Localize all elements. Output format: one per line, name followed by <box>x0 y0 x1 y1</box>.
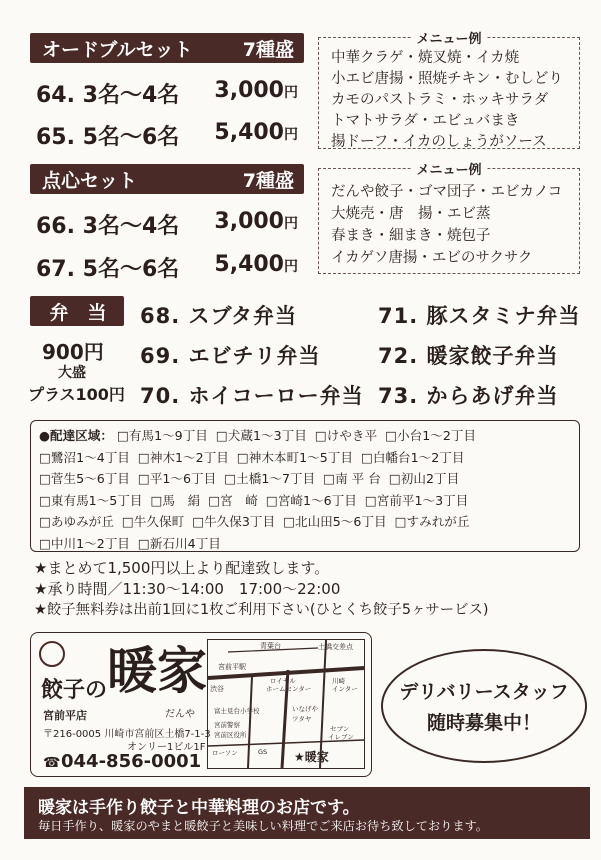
area-item: □中川1〜2丁目 <box>39 535 130 551</box>
item-price-wrap <box>214 78 298 109</box>
map-label: 宮前区役所 <box>214 731 247 739</box>
bento-item-69: 69. エビチリ弁当 <box>140 344 321 368</box>
item-price-wrap <box>214 120 298 151</box>
logo-emblem-icon <box>39 641 65 667</box>
item-price: 5,400 <box>214 252 284 277</box>
area-line <box>39 425 571 447</box>
area-item: □菅生5〜6丁目 <box>39 471 130 487</box>
star-icon: ★ <box>294 750 305 764</box>
menu-line: 大焼売・唐 揚・エビ蒸 <box>331 206 491 222</box>
recruit-line2: 随時募集中！ <box>426 712 541 734</box>
menu-line: カモのパストラミ・ホッキサラダ <box>331 92 549 108</box>
area-item: □新石川4丁目 <box>137 535 221 551</box>
menu-example-title: メニュー例 <box>410 159 487 178</box>
shop-phone: 044-856-0001 <box>61 751 202 772</box>
phone-icon: ☎ <box>43 755 61 771</box>
area-item: □小台1〜2丁目 <box>385 428 477 443</box>
set-title: オードブルセット <box>42 38 193 61</box>
yen-unit: 円 <box>284 216 298 232</box>
delivery-area-title: ●配達区域： <box>39 428 113 443</box>
map-label: インター <box>332 685 358 693</box>
menu-item-67 <box>36 252 298 283</box>
item-price-wrap <box>214 252 298 283</box>
area-item: □有馬1〜9丁目 <box>116 428 208 443</box>
yen-unit: 円 <box>284 127 298 143</box>
shop-map <box>207 639 365 769</box>
area-item: □すみれが丘 <box>394 514 470 530</box>
set-count: 7種盛 <box>242 169 294 192</box>
area-item: □初山2丁目 <box>388 471 460 487</box>
area-item: □牛久保3丁目 <box>192 514 276 530</box>
area-item: □神木本町1〜5丁目 <box>236 449 353 465</box>
note-coupon: ★餃子無料券は出前1回に1枚ご利用下さい(ひとくち餃子5ヶサービス) <box>34 602 489 618</box>
map-label: 川崎 <box>332 677 345 685</box>
bento-large-label: 大盛 <box>58 365 86 381</box>
menu-line: だんや餃子・ゴマ団子・エビカノコ <box>331 184 563 200</box>
menu-item-64 <box>36 78 298 109</box>
menu-example-lines <box>319 38 579 153</box>
footer-banner <box>24 787 590 839</box>
area-item: □南 平 台 <box>323 471 381 487</box>
menu-item-65 <box>36 120 298 151</box>
bento-item-70: 70. ホイコーロー弁当 <box>140 384 364 408</box>
map-label: 富士見台小学校 <box>214 707 260 715</box>
note-minimum-order: ★まとめて1,500円以上より配達致します。 <box>34 559 330 577</box>
shop-name-prefix: 餃子の <box>41 678 108 703</box>
item-number: 66. 3名〜4名 <box>36 214 180 239</box>
shop-building: オンリー1ビル1F <box>127 742 206 753</box>
area-item: □宮前平1〜3丁目 <box>364 492 469 508</box>
bento-item-71: 71. 豚スタミナ弁当 <box>378 304 581 328</box>
area-item: □土橋1〜7丁目 <box>224 471 316 487</box>
menu-line: 小エビ唐揚・照焼チキン・むしどり <box>331 71 563 87</box>
area-line <box>39 468 571 490</box>
item-price-wrap <box>214 209 298 240</box>
menu-line: イカゲソ唐揚・エビのサクサク <box>331 250 533 266</box>
area-item: □犬蔵1〜3丁目 <box>215 428 307 443</box>
yen-unit: 円 <box>284 85 298 101</box>
map-shop-marker <box>294 748 329 765</box>
shop-card <box>30 632 372 777</box>
bento-item-72: 72. 暖家餃子弁当 <box>378 344 559 368</box>
bento-large-plus: プラス100円 <box>28 385 125 404</box>
area-item: □鷺沼1〜4丁目 <box>39 449 130 465</box>
area-item: □馬 絹 <box>150 492 201 508</box>
menu-line: トマトサラダ・エビュバまき <box>331 113 520 129</box>
area-item: □あゆみが丘 <box>39 514 114 530</box>
map-label: ホームセンター <box>266 685 312 693</box>
area-item: □宮崎1〜6丁目 <box>265 492 357 508</box>
bento-label: 弁 当 <box>49 301 107 324</box>
menu-line: 春まき・細まき・焼包子 <box>331 228 491 244</box>
area-line <box>39 511 571 533</box>
shop-name: 暖家 <box>107 641 207 700</box>
set-title: 点心セット <box>42 169 138 192</box>
delivery-area-box <box>30 420 580 552</box>
area-item: □宮 崎 <box>208 492 258 508</box>
footer-line1: 暖家は手作り餃子と中華料理のお店です。 <box>38 798 360 818</box>
map-label: 宮前警察 <box>214 721 240 729</box>
map-label: ローソン <box>212 749 238 757</box>
item-price: 3,000 <box>214 78 284 103</box>
recruit-badge <box>381 649 587 763</box>
menu-example-box-1 <box>318 32 580 150</box>
map-label: いなげや <box>292 705 318 713</box>
set-header-hors-doeuvre <box>30 33 304 63</box>
map-label: ロイヤル <box>270 677 296 685</box>
menu-line: 中華クラゲ・焼叉焼・イカ焼 <box>331 50 520 66</box>
map-label: ツタヤ <box>292 715 312 723</box>
set-header-dimsum <box>30 164 304 194</box>
item-number: 65. 5名〜6名 <box>36 125 180 150</box>
note-hours: ★承り時間／11:30〜14:00 17:00〜22:00 <box>34 580 341 598</box>
area-item: □白幡台1〜2丁目 <box>360 449 465 465</box>
map-label: 渋谷 <box>210 685 224 693</box>
map-label: GS <box>258 748 268 756</box>
notes <box>34 558 584 621</box>
shop-address: 〒216-0005 川崎市宮前区土橋7-1-3 <box>43 729 211 740</box>
set-count: 7種盛 <box>242 38 294 61</box>
map-label: 土橋交差点 <box>318 643 353 651</box>
yen-unit: 円 <box>284 259 298 275</box>
item-price: 3,000 <box>214 209 284 234</box>
footer-line2: 毎日手作り、暖家のやまと暖餃子と美味しい料理でご来店お待ち致しております。 <box>38 819 488 833</box>
menu-example-lines <box>319 169 579 269</box>
map-label: イレブン <box>328 733 354 741</box>
area-item: □牛久保町 <box>121 514 185 530</box>
area-line <box>39 447 571 469</box>
map-label: 宮前平駅 <box>218 663 246 671</box>
area-item: □平1〜6丁目 <box>137 471 217 487</box>
map-label: 青葉台 <box>260 642 281 650</box>
menu-line: 揚ドーフ・イカのしょうがソース <box>331 134 547 150</box>
area-line <box>39 490 571 512</box>
item-number: 64. 3名〜4名 <box>36 83 180 108</box>
bento-header <box>30 296 124 326</box>
map-shop-label: 暖家 <box>304 750 329 764</box>
shop-branch: 宮前平店 <box>43 709 87 722</box>
recruit-line1: デリバリースタッフ <box>399 681 569 703</box>
menu-example-box-2 <box>318 163 580 274</box>
bento-item-73: 73. からあげ弁当 <box>378 384 559 408</box>
area-item: □けやき平 <box>314 428 378 443</box>
shop-reading: だんや <box>165 709 195 720</box>
area-item: □神木1〜2丁目 <box>137 449 229 465</box>
menu-item-66 <box>36 209 298 240</box>
item-price: 5,400 <box>214 120 284 145</box>
map-label: セブン <box>330 725 350 733</box>
menu-example-title: メニュー例 <box>410 28 487 47</box>
area-line <box>39 533 571 555</box>
bento-price: 900円 <box>42 340 104 364</box>
item-number: 67. 5名〜6名 <box>36 257 180 282</box>
area-item: □北山田5〜6丁目 <box>283 514 387 530</box>
area-item: □東有馬1〜5丁目 <box>39 492 143 508</box>
bento-item-68: 68. スブタ弁当 <box>140 304 298 328</box>
